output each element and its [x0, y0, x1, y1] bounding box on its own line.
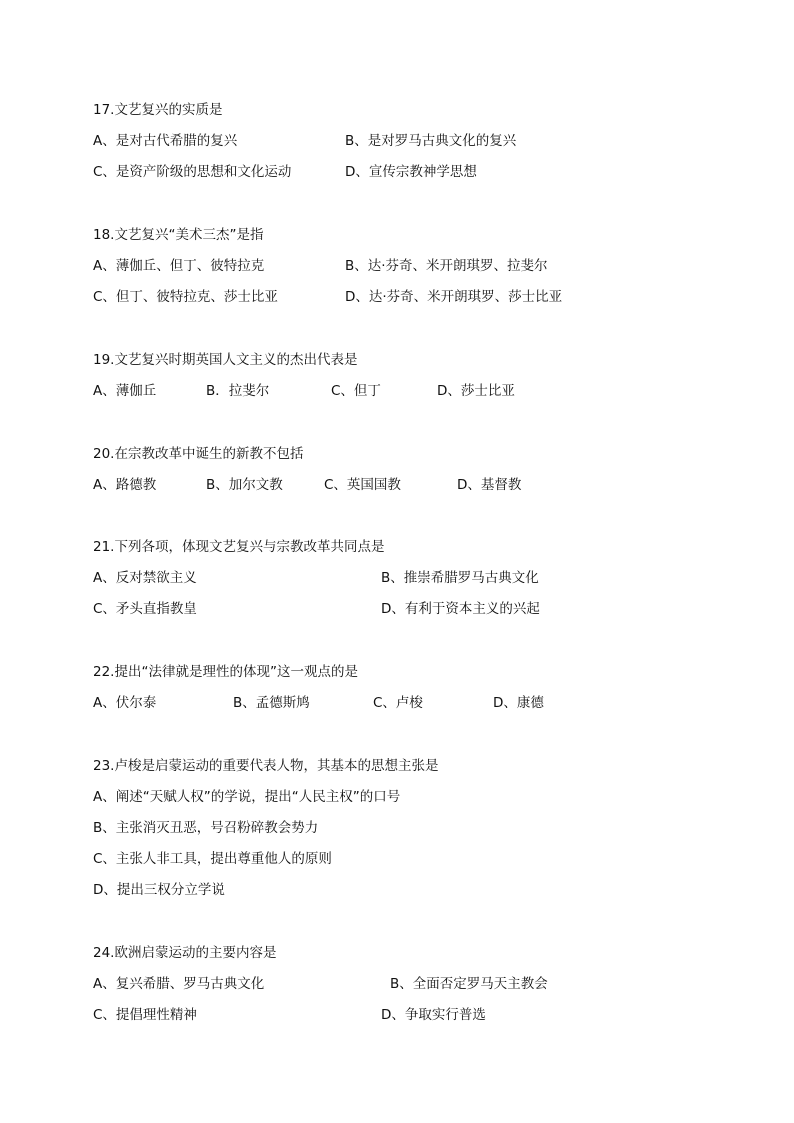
question-21-option-b: B、推崇希腊罗马古典文化	[381, 570, 539, 586]
question-20-stem: 20.在宗教改革中诞生的新教不包括	[93, 446, 304, 462]
question-24-stem: 24.欧洲启蒙运动的主要内容是	[93, 945, 277, 961]
question-18-option-b: B、达·芬奇、米开朗琪罗、拉斐尔	[345, 258, 548, 274]
question-22-option-c: C、卢梭	[373, 695, 423, 711]
question-21-option-a: A、反对禁欲主义	[93, 570, 197, 586]
question-22-option-d: D、康德	[493, 695, 544, 711]
question-17-option-d: D、宣传宗教神学思想	[345, 164, 477, 180]
question-20-option-b: B、加尔文教	[206, 477, 283, 493]
question-22-option-a: A、伏尔泰	[93, 695, 157, 711]
question-18-stem: 18.文艺复兴“美术三杰”是指	[93, 227, 264, 243]
question-23-option-c: C、主张人非工具，提出尊重他人的原则	[93, 851, 332, 867]
question-24-option-d: D、争取实行普选	[381, 1007, 486, 1023]
question-17-stem: 17.文艺复兴的实质是	[93, 102, 223, 118]
question-17-option-c: C、是资产阶级的思想和文化运动	[93, 164, 292, 180]
question-21-option-d: D、有利于资本主义的兴起	[381, 601, 540, 617]
question-18-option-c: C、但丁、彼特拉克、莎士比亚	[93, 289, 278, 305]
question-20-option-d: D、基督教	[457, 477, 522, 493]
question-19-option-d: D、莎士比亚	[437, 383, 515, 399]
question-23-option-d: D、提出三权分立学说	[93, 882, 225, 898]
question-24-option-c: C、提倡理性精神	[93, 1007, 197, 1023]
question-19-option-a: A、薄伽丘	[93, 383, 157, 399]
question-17-option-a: A、是对古代希腊的复兴	[93, 133, 238, 149]
question-21-option-c: C、矛头直指教皇	[93, 601, 197, 617]
question-17-option-b: B、是对罗马古典文化的复兴	[345, 133, 517, 149]
question-20-option-a: A、路德教	[93, 477, 157, 493]
question-20-option-c: C、英国国教	[324, 477, 401, 493]
question-19-option-c: C、但丁	[331, 383, 381, 399]
question-22-stem: 22.提出“法律就是理性的体现”这一观点的是	[93, 664, 358, 680]
question-21-stem: 21.下列各项，体现文艺复兴与宗教改革共同点是	[93, 539, 385, 555]
question-19-stem: 19.文艺复兴时期英国人文主义的杰出代表是	[93, 352, 358, 368]
question-24-option-b: B、全面否定罗马天主教会	[390, 976, 548, 992]
question-23-stem: 23.卢梭是启蒙运动的重要代表人物，其基本的思想主张是	[93, 758, 439, 774]
question-23-option-b: B、主张消灭丑恶，号召粉碎教会势力	[93, 820, 319, 836]
question-18-option-a: A、薄伽丘、但丁、彼特拉克	[93, 258, 265, 274]
question-18-option-d: D、达·芬奇、米开朗琪罗、莎士比亚	[345, 289, 563, 305]
question-24-option-a: A、复兴希腊、罗马古典文化	[93, 976, 265, 992]
question-23-option-a: A、阐述“天赋人权”的学说，提出“人民主权”的口号	[93, 789, 401, 805]
question-19-option-b: B．拉斐尔	[206, 383, 270, 399]
question-22-option-b: B、孟德斯鸠	[233, 695, 310, 711]
